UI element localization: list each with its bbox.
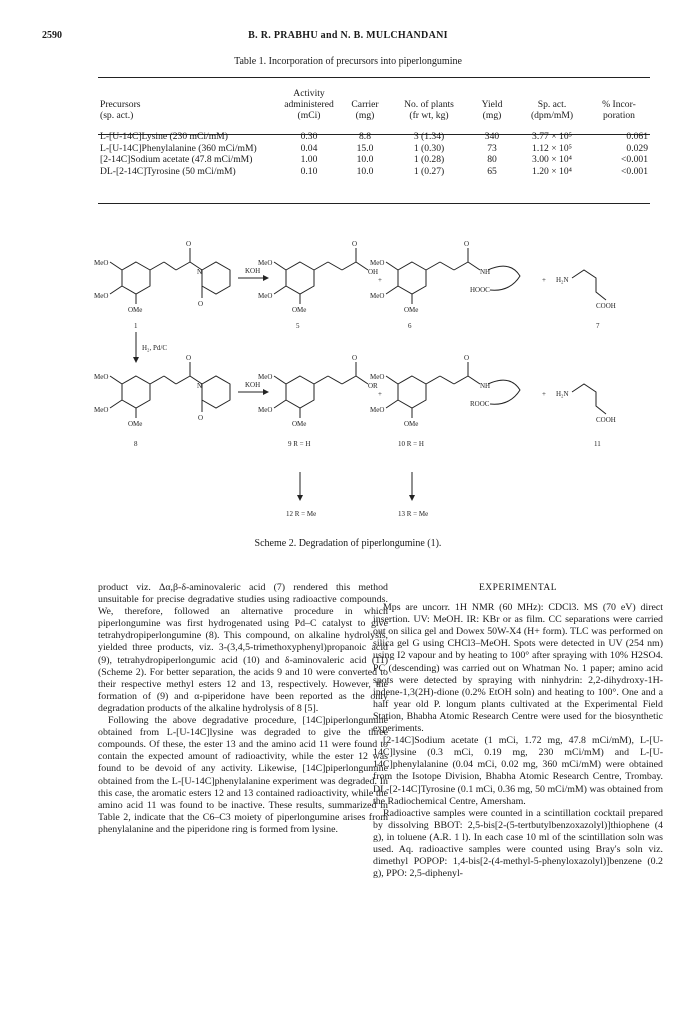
aromatic-ring-6 [398,262,426,294]
svg-text:OMe: OMe [292,420,307,428]
svg-text:MeO: MeO [94,406,109,414]
paragraph: [2-14C]Sodium acetate (1 mCi, 1.72 mg, 47.8 mCi/mM), L-[U-14C]lysine (0.3 mCi, 0.19 mg, 230 mCi/mM) and L-[U-14C]phenylalanine (0.04 mCi, 0.02 mg, 360 mCi/mM) were obtained from the Isotope Division, Bhabha Atomic Research Centre, Trombay. DL-[2-14C]Tyrosine (0.1 mCi, 0.36 mg, 50 mCi/mM) was obtained from the Radiochemical Centre, Amersham. [373,735,663,807]
svg-text:5: 5 [296,322,300,330]
paragraph: product viz. Δα,β-δ-aminovaleric acid (7) rendered this method unsuitable for precise degradative studies using radioactive compounds. We, therefore, followed an alternative procedure in which piperlongumine was first hydrogenated using Pd–C catalyst to give tetrahydropiperlongumine (8). This compound, on alkaline hydrolysis, yielded three products, viz. 3-(3,4,5-trimethoxyphenyl)propanoic acid (9), tetrahydropiperlongumic acid (10) and δ-aminovaleric acid (11) (Scheme 2). For better separation, the acids 9 and 10 were converted to their respective methyl esters 12 and 13, respectively. However, the formation of (9) and α-piperidone have been reported as the only degradation products of the alkaline hydrolysis of 8 [5]. [98,582,388,714]
svg-text:MeO: MeO [94,259,109,267]
svg-text:H₂, Pd/C: H₂, Pd/C [142,344,168,352]
svg-text:11: 11 [594,440,601,448]
svg-text:OMe: OMe [404,306,419,314]
aromatic-ring-10 [398,376,426,408]
svg-text:NH: NH [480,268,491,276]
table-header-row [98,88,650,125]
piperidone-ring-8 [202,376,230,408]
svg-text:8: 8 [134,440,138,448]
svg-text:9 R = H: 9 R = H [288,440,311,448]
svg-text:OH: OH [368,268,379,276]
svg-text:MeO: MeO [258,373,273,381]
col-header-activity: Activity administered (mCi) [284,88,334,121]
svg-text:O: O [198,300,204,308]
page-number: 2590 [42,30,62,41]
running-authors: B. R. PRABHU and N. B. MULCHANDANI [248,30,448,41]
svg-text:OMe: OMe [128,420,143,428]
col-header-yield: Yield (mg) [481,99,503,121]
scheme-caption: Scheme 2. Degradation of piperlongumine (1). [254,538,442,549]
col-header-precursors: Precursors (sp. act.) [100,99,141,121]
col-header-plants: No. of plants (fr wt, kg) [404,99,454,121]
svg-text:7: 7 [596,322,600,330]
svg-text:+: + [542,390,546,398]
svg-text:12 R = Me: 12 R = Me [286,510,317,518]
svg-text:O: O [352,354,358,362]
paragraph: Mps are uncorr. 1H NMR (60 MHz): CDCl3. MS (70 eV) direct insertion. UV: MeOH. IR: KBr or as film. CC separations were carried out on silica gel and Dowex 50W-X4 (H+ form). TLC was performed on silica gel G using CHCl3–MeOH. Spots were detected in UV (254 nm) using I2 vapour and by heating to 100° after spraying with 10% H2SO4. PC (descending) was carried out on Whatman No. 1 paper; amino acid spots were detected by spraying with ninhydrin: 2,2-dihydroxy-1H-indene-1,3(2H)-dione (0.2% EtOH soln) and heating to 100°. One and a half year old P. longum plants cultivated at the Experimental Field Station, Bhabha Atomic Research Centre were used for the biosynthetic experiments. [373,602,663,735]
svg-text:O: O [186,354,192,362]
svg-text:O: O [352,240,358,248]
table-top-rule [98,77,650,78]
svg-text:H₂N: H₂N [556,276,569,284]
left-column [98,582,388,836]
svg-text:MeO: MeO [370,406,385,414]
svg-text:HOOC: HOOC [470,286,490,294]
svg-text:N: N [197,268,203,276]
svg-text:OMe: OMe [404,420,419,428]
svg-text:+: + [542,276,546,284]
svg-text:O: O [186,240,192,248]
svg-text:13 R = Me: 13 R = Me [398,510,429,518]
table-row: L-[U-14C]Phenylalanine (360 mCi/mM) 0.04 15.0 1 (0.30) 73 1.12 × 10⁵ 0.029 [100,142,648,154]
aromatic-ring-5 [286,262,314,294]
svg-text:OMe: OMe [128,306,143,314]
svg-text:OR: OR [368,382,378,390]
right-column [373,582,663,880]
table-bottom-rule [98,203,650,204]
svg-text:O: O [464,240,470,248]
svg-text:OMe: OMe [292,306,307,314]
svg-text:O: O [198,414,204,422]
svg-text:MeO: MeO [370,292,385,300]
svg-text:1: 1 [134,322,138,330]
svg-text:O: O [464,354,470,362]
table-row: L-[U-14C]Lysine (230 mCi/mM) 0.30 8.8 3 (1.34) 340 3.77 × 10⁵ 0.061 [100,131,648,142]
piperidone-ring-1 [202,262,230,294]
paragraph: Radioactive samples were counted in a scintillation cocktail prepared by dissolving BBOT: 2,5-bis[2-(5-tertbutylbenzoxazolyl)]thiophene (4 g), in toluene (A.R. 1 l). In each case 10 ml of the scintillation soln was used. Aq. radioactive samples were counted using Bray's soln viz. dimethyl POPOP: 1,4-bis[2-(4-methyl-5-phenyloxazolyl)]benzene (0.2 g), PPO: 2,5-diphenyl- [373,807,663,880]
running-header [42,30,654,44]
svg-text:KOH: KOH [245,381,261,389]
svg-text:MeO: MeO [94,292,109,300]
col-header-carrier: Carrier (mg) [351,99,379,121]
col-header-sp-act: Sp. act. (dpm/mM) [530,99,574,121]
degradation-scheme [90,240,650,540]
svg-text:MeO: MeO [370,373,385,381]
svg-text:COOH: COOH [596,416,616,424]
svg-text:ROOC: ROOC [470,400,490,408]
aromatic-ring-8 [122,376,150,408]
svg-text:COOH: COOH [596,302,616,310]
aromatic-ring-1 [122,262,150,294]
incorporation-table [98,88,650,177]
svg-text:MeO: MeO [258,292,273,300]
svg-text:+: + [378,276,382,284]
svg-text:MeO: MeO [94,373,109,381]
table-row: DL-[2-14C]Tyrosine (50 mCi/mM) 0.10 10.0 1 (0.27) 65 1.20 × 10⁴ <0.001 [100,165,648,177]
svg-text:MeO: MeO [370,259,385,267]
table-row: [2-14C]Sodium acetate (47.8 mCi/mM) 1.00 10.0 1 (0.28) 80 3.00 × 10⁴ <0.001 [100,154,648,165]
svg-text:6: 6 [408,322,412,330]
table-caption: Table 1. Incorporation of precursors into piperlongumine [234,56,462,67]
paragraph: Following the above degradative procedure, [14C]piperlongumine obtained from L-[U-14C]lysine was degraded to give the three compounds. Of these, the ester 13 and the amino acid 11 were found to contain the expected amount of radioactivity, while the ester 12 was found to be devoid of any activity. Likewise, [14C]piperlongumine obtained from the L-[U-14C]phenylalanine experiment was degraded. In this case, the aromatic esters 12 and 13 contained radioactivity, while the amino acid 11 was found to be inactive. These results, summarized in Table 2, indicate that the C6–C3 moiety of piperlongumine arises from phenylalanine and the piperidone ring is formed from lysine. [98,715,388,835]
col-header-incorporation: % Incor- poration [602,99,636,121]
svg-text:+: + [378,390,382,398]
svg-text:H₂N: H₂N [556,390,569,398]
svg-text:MeO: MeO [258,406,273,414]
svg-text:NH: NH [480,382,491,390]
section-heading: EXPERIMENTAL [478,583,558,593]
svg-text:N: N [197,382,203,390]
svg-text:10 R = H: 10 R = H [398,440,424,448]
svg-text:KOH: KOH [245,267,261,275]
aromatic-ring-9 [286,376,314,408]
svg-text:MeO: MeO [258,259,273,267]
